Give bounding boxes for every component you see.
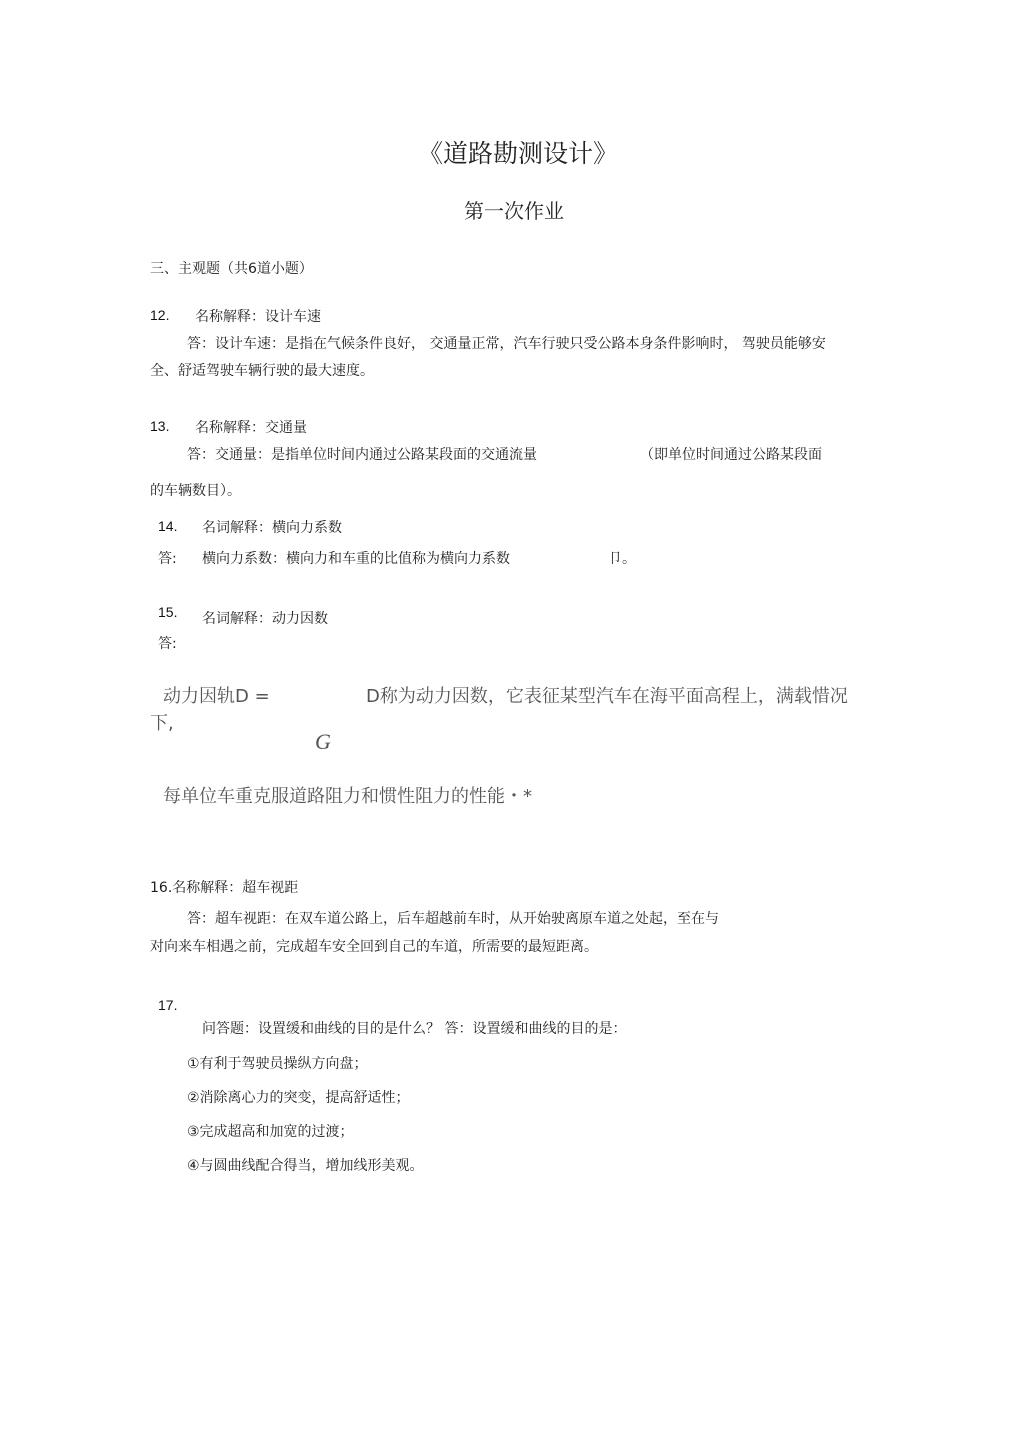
answer-line: 答：交通量：是指单位时间内通过公路某段面的交通流量 (187, 447, 537, 463)
list-item: ③完成超高和加宽的过渡； (187, 1124, 354, 1140)
formula-continuation: 下, (150, 713, 174, 734)
question-prompt: 名词解释：横向力系数 (202, 520, 342, 536)
answer-line: 的车辆数目）。 (150, 483, 241, 499)
answer-line: （即单位时间通过公路某段面 (640, 447, 822, 463)
document-subtitle: 第一次作业 (464, 199, 564, 223)
question-number: 17. (158, 997, 178, 1013)
formula-explanation: 每单位车重克服道路阻力和惯性阻力的性能・* (163, 786, 532, 807)
question-prompt: 名称解释：交通量 (195, 420, 307, 436)
list-item: ①有利于驾驶员操纵方向盘； (187, 1056, 368, 1072)
answer-line: 答：超车视距：在双车道公路上，后车超越前车时，从开始驶离原车道之处起，至在与 (187, 911, 719, 927)
question-prompt: 名称解释：设计车速 (195, 309, 321, 325)
formula-left: 动力因轨D = (163, 686, 270, 707)
answer-line: 全、舒适驾驶车辆行驶的最大速度。 (150, 363, 374, 379)
answer-line: 对向来车相遇之前，完成超车安全回到自己的车道，所需要的最短距离。 (150, 939, 598, 955)
answer-line: 答：设计车速：是指在气候条件良好， 交通量正常，汽车行驶只受公路本身条件影响时， 驾驶员能够安 (187, 336, 826, 352)
list-item: ②消除离心力的突变，提高舒适性； (187, 1090, 410, 1106)
answer-label: 答: (158, 551, 177, 567)
question-number: 14. (158, 518, 178, 534)
question-heading: 16.名称解释：超车视距 (150, 880, 299, 896)
answer-label: 答: (158, 636, 177, 652)
question-number: 15. (158, 604, 178, 620)
formula-definition: D称为动力因数，它表征某型汽车在海平面高程上，满载惜况 (366, 686, 848, 707)
question-number: 13. (150, 418, 170, 434)
document-title: 《道路勘测设计》 (418, 139, 619, 168)
question-prompt: 问答题：设置缓和曲线的目的是什么？ 答：设置缓和曲线的目的是： (202, 1021, 627, 1037)
answer-line: 横向力系数：横向力和车重的比值称为横向力系数 (202, 551, 510, 567)
answer-tail: 卩。 (608, 551, 636, 567)
question-number: 12. (150, 307, 170, 323)
formula-denominator: G (315, 729, 331, 754)
section-header: 三、主观题（共6道小题） (150, 261, 313, 277)
question-prompt: 名词解释：动力因数 (202, 611, 328, 627)
list-item: ④与圆曲线配合得当，增加线形美观。 (187, 1158, 424, 1174)
